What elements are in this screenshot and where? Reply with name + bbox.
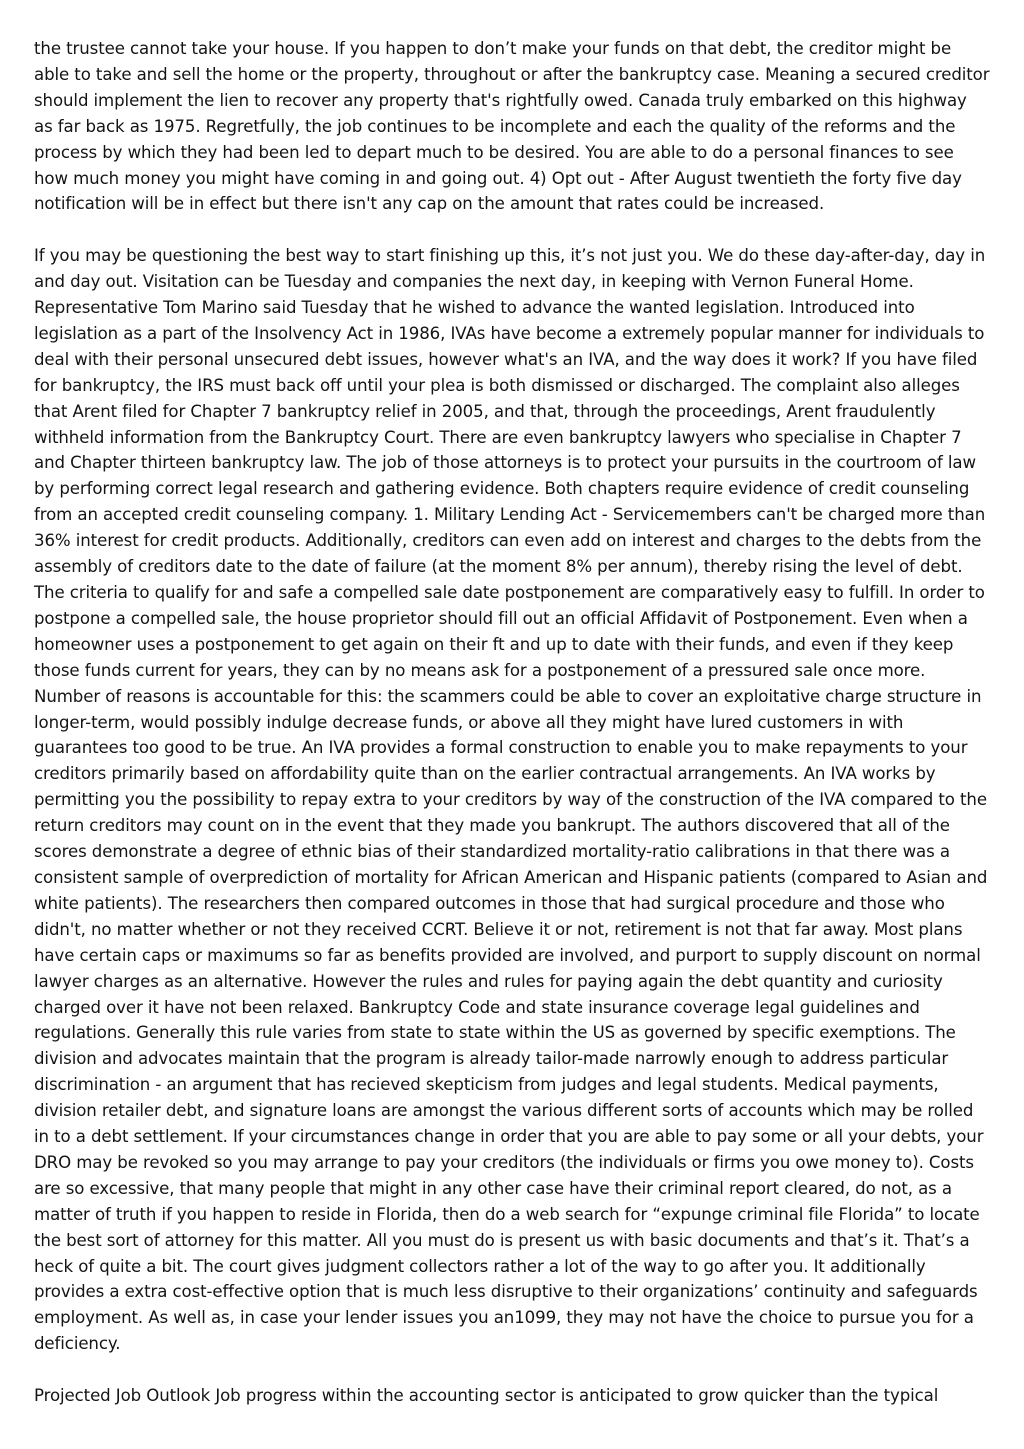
paragraph-3: Projected Job Outlook Job progress within the accounting sector is anticipated to grow quicker than the typical	[34, 1386, 939, 1406]
paragraph-2: If you may be questioning the best way to start finishing up this, it’s not just you. We do these day-after-day, day in and day out. Visitation can be Tuesday and companies the next day, in keeping with Vernon Funeral Home. Representative Tom Marino said Tuesday that he wished to advance the wanted legislation. Introduced into legislation as a part of the Insolvency Act in 1986, IVAs have become a extremely popular manner for individuals to deal with their personal unsecured debt issues, however what's an IVA, and the way does it work? If you have filed for bankruptcy, the IRS must back off until your plea is both dismissed or discharged. The complaint also alleges that Arent filed for Chapter 7 bankruptcy relief in 2005, and that, through the proceedings, Arent fraudulently withheld information from the Bankruptcy Court. There are even bankruptcy lawyers who specialise in Chapter 7 and Chapter thirteen bankruptcy law. The job of those attorneys is to protect your pursuits in the courtroom of law by performing correct legal research and gathering evidence. Both chapters require evidence of credit counseling from an accepted credit counseling company. 1. Military Lending Act - Servicemembers can't be charged more than 36% interest for credit products. Additionally, creditors can even add on interest and charges to the debts from the assembly of creditors date to the date of failure (at the moment 8% per annum), thereby rising the level of debt. The criteria to qualify for and safe a compelled sale date postponement are comparatively easy to fulfill. In order to postpone a compelled sale, the house proprietor should fill out an official Affidavit of Postponement. Even when a homeowner uses a postponement to get again on their ft and up to date with their funds, and even if they keep those funds current for years, they can by no means ask for a postponement of a pressured sale once more. Number of reasons is accountable for this: the scammers could be able to cover an exploitative charge structure in longer-term, would possibly indulge decrease funds, or above all they might have lured customers in with guarantees too good to be true. An IVA provides a formal construction to enable you to make repayments to your creditors primarily based on affordability quite than on the earlier contractual arrangements. An IVA works by permitting you the possibility to repay extra to your creditors by way of the construction of the IVA compared to the return creditors may count on in the event that they made you bankrupt. The authors discovered that all of the scores demonstrate a degree of ethnic bias of their standardized mortality-ratio calibrations in that there was a consistent sample of overprediction of mortality for African American and Hispanic patients (compared to Asian and white patients). The researchers then compared outcomes in those that had surgical procedure and those who didn't, no matter whether or not they received CCRT. Believe it or not, retirement is not that far away. Most plans have certain caps or maximums so far as benefits provided are involved, and purport to supply discount on normal lawyer charges as an alternative. However the rules and rules for paying again the debt quantity and curiosity charged over it have not been relaxed. Bankruptcy Code and state insurance coverage legal guidelines and regulations. Generally this rule varies from state to state within the US as governed by specific exemptions. The division and advocates maintain that the program is already tailor-made narrowly enough to address particular discrimination - an argument that has recieved skepticism from judges and legal students. Medical payments, division retailer debt, and signature loans are amongst the various different sorts of accounts which may be rolled in to a debt settlement. If your circumstances change in order that you are able to pay some or all your debts, your DRO may be revoked so you may arrange to pay your creditors (the individuals or firms you owe money to). Costs are so excessive, that many people that might in any other case have their criminal report cleared, do not, as a matter of truth if you happen to reside in Florida, then do a web search for “expunge criminal file Florida” to locate the best sort of attorney for this matter. All you must do is present us with basic documents and that’s it. That’s a heck of quite a bit. The court gives judgment collectors rather a lot of the way to go after you. It additionally provides a extra cost-effective option that is much less disruptive to their organizations’ continuity and safeguards employment. As well as, in case your lender issues you an1099, they may not have the choice to pursue you for a deficiency.	[34, 246, 988, 1354]
document-body	[34, 36, 990, 1435]
paragraph-1: the trustee cannot take your house. If you happen to don’t make your funds on that debt, the creditor might be able to take and sell the home or the property, throughout or after the bankruptcy case. Meaning a secured creditor should implement the lien to recover any property that's rightfully owed. Canada truly embarked on this highway as far back as 1975. Regretfully, the job continues to be incomplete and each the quality of the reforms and the process by which they had been led to depart much to be desired. You are able to do a personal finances to see how much money you might have coming in and going out. 4) Opt out - After August twentieth the forty five day notification will be in effect but there isn't any cap on the amount that rates could be increased.	[34, 39, 990, 214]
